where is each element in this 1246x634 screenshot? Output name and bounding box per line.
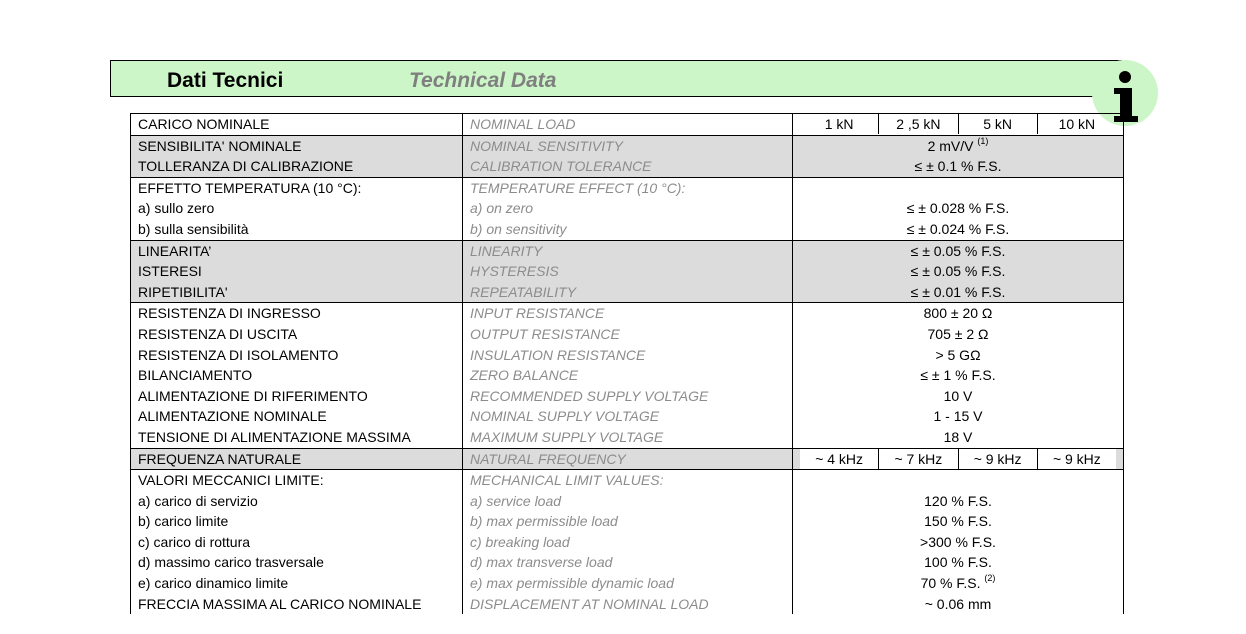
table-row [131,114,1124,136]
row-value: 150 % F.S. [924,513,992,530]
row-value: ~ 0.06 mm [924,595,992,612]
row-value: > 5 GΩ [935,346,981,363]
table-row [131,240,1124,303]
row-label-en: a) on zero [470,200,534,217]
row-label-en: TEMPERATURE EFFECT (10 °C): [470,179,686,196]
row-label-en: a) service load [470,492,562,509]
row-label-it: RIPETIBILITA' [138,283,228,300]
row-label-it: RESISTENZA DI USCITA [138,325,298,342]
row-label-it: ALIMENTAZIONE DI RIFERIMENTO [138,387,368,404]
row-label-it: FREQUENZA NATURALE [131,448,463,470]
table-row [131,303,1124,448]
row-label-it: FRECCIA MASSIMA AL CARICO NOMINALE [138,595,422,612]
table-row [131,135,1124,177]
title-italian: Dati Tecnici [167,69,284,92]
title-english: Technical Data [409,69,557,92]
row-label-en: OUTPUT RESISTANCE [470,325,620,342]
row-value: ≤ ± 0.028 % F.S. [906,200,1010,217]
row-label-en: NOMINAL SUPPLY VOLTAGE [470,408,660,425]
row-value: ≤ ± 0.05 % F.S. [910,263,1006,280]
row-value: 70 % F.S. $^{(2)}$ [920,573,996,592]
row-label-it: RESISTENZA DI ISOLAMENTO [138,346,339,363]
frequency-value: ~ 9 kHz [958,449,1037,470]
row-value: >300 % F.S. [920,533,996,550]
row-value: 1 - 15 V [933,408,983,425]
row-value: 2 mV/V $^{(1)}$ [927,135,989,154]
row-value: 800 ± 20 Ω [923,305,993,322]
row-label-it: BILANCIAMENTO [138,367,253,384]
table-row [131,470,1124,615]
row-label-en: b) on sensitivity [470,220,567,237]
row-label-en: HYSTERESIS [470,263,559,280]
row-value: 120 % F.S. [924,492,992,509]
row-label-it: RESISTENZA DI INGRESSO [138,305,321,322]
row-label-it: a) carico di servizio [138,492,258,509]
row-label-it: ALIMENTAZIONE NOMINALE [138,408,327,425]
table-row [131,177,1124,240]
row-value: 100 % F.S. [924,554,992,571]
row-label-en: e) max permissible dynamic load [470,575,674,592]
table-row [131,448,1124,470]
frequency-cells [793,448,1124,470]
row-label-it: TENSIONE DI ALIMENTAZIONE MASSIMA [138,428,411,445]
row-label-en: c) breaking load [470,533,570,550]
footnote-ref: (2) [984,573,996,584]
row-value: 10 V [943,387,973,404]
row-value: ≤ ± 1 % F.S. [920,367,996,384]
technical-data-table [130,113,1124,614]
row-value: ≤ ± 0.024 % F.S. [906,220,1010,237]
row-label-it: b) sulla sensibilità [138,220,249,237]
row-value: 705 ± 2 Ω [927,325,989,342]
row-label-it: d) massimo carico trasversale [138,554,324,571]
row-label-en: LINEARITY [470,242,543,259]
row-label-it: CARICO NOMINALE [131,114,463,136]
header-bar [110,60,1122,97]
capacity-cells [793,114,1124,136]
row-value: 18 V [943,428,973,445]
row-label-en: DISPLACEMENT AT NOMINAL LOAD [470,595,709,612]
capacity-value: 2 ,5 kN [878,114,957,134]
row-label-en: NOMINAL SENSITIVITY [470,137,623,154]
row-label-it: a) sullo zero [138,200,215,217]
row-value: ≤ ± 0.05 % F.S. [910,242,1006,259]
capacity-value: 10 kN [1037,114,1116,134]
row-label-it: TOLLERANZA DI CALIBRAZIONE [138,158,354,175]
row-label-it: b) carico limite [138,513,229,530]
row-label-it: c) carico di rottura [138,533,251,550]
row-label-en: INPUT RESISTANCE [470,305,605,322]
frequency-value: ~ 9 kHz [1037,449,1116,470]
row-label-en: INSULATION RESISTANCE [470,346,646,363]
row-label-en: NOMINAL LOAD [463,114,793,136]
frequency-value: ~ 7 kHz [878,449,957,470]
row-label-it: ISTERESI [138,263,202,280]
row-label-it: VALORI MECCANICI LIMITE: [138,472,324,489]
row-value: ≤ ± 0.1 % F.S. [914,158,1002,175]
row-label-it: EFFETTO TEMPERATURA (10 °C): [138,179,362,196]
row-label-en: CALIBRATION TOLERANCE [470,158,652,175]
row-label-en: REPEATABILITY [470,283,577,300]
row-label-en: MECHANICAL LIMIT VALUES: [470,472,664,489]
row-label-en: MAXIMUM SUPPLY VOLTAGE [470,428,664,445]
frequency-value: ~ 4 kHz [815,450,864,467]
row-label-en: ZERO BALANCE [470,367,579,384]
row-label-en: NATURAL FREQUENCY [463,448,793,470]
capacity-value: 1 kN [824,116,854,132]
row-label-en: d) max transverse load [470,554,613,571]
capacity-value: 5 kN [958,114,1037,134]
footnote-ref: (1) [977,135,989,146]
row-label-en: RECOMMENDED SUPPLY VOLTAGE [470,387,709,404]
row-label-it: LINEARITA’ [138,242,212,259]
row-value: ≤ ± 0.01 % F.S. [910,283,1006,300]
row-label-it: SENSIBILITA' NOMINALE [138,137,302,154]
row-label-en: b) max permissible load [470,513,618,530]
row-label-it: e) carico dinamico limite [138,575,289,592]
